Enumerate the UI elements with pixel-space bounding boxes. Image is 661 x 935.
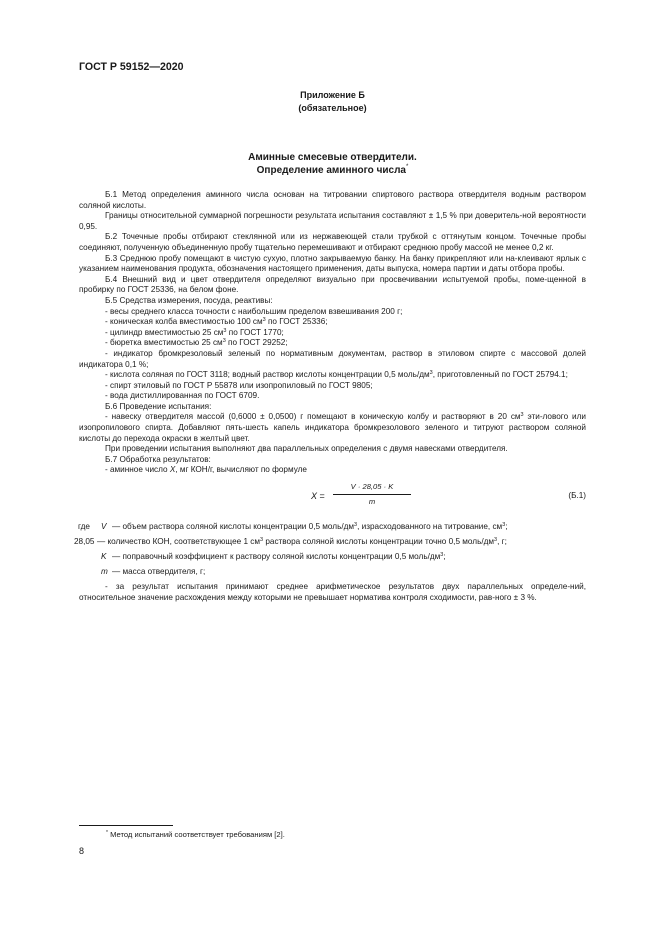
legend-intro: где <box>78 522 90 532</box>
footnote-marker: * <box>106 830 108 836</box>
formula-number: (Б.1) <box>568 491 586 501</box>
formula-legend <box>74 522 586 582</box>
legend-row <box>79 567 586 582</box>
b5-item: - коническая колба вместимостью 100 $см^3$ по ГОСТ 25336; <box>105 317 328 327</box>
section-title-text: Определение аминного числа <box>256 165 406 176</box>
footnote-divider <box>79 825 173 826</box>
annex-status: (обязательное) <box>298 103 367 113</box>
b5-item: - спирт этиловый по ГОСТ Р 55878 или изопропиловый по ГОСТ 9805; <box>105 380 373 390</box>
b5-item: - индикатор бромкрезоловый зеленый по нормативным документам, раствор в этиловом спирте с массовой долей индикатора 0,1 %; <box>79 348 586 369</box>
paragraph-b4: Б.4 Внешний вид и цвет отвердителя определяют визуально при просвечивании испытуемой пробы, поме-щенной в пробирку по ГОСТ 25336, на белом фоне. <box>79 274 586 295</box>
annex-label: Приложение Б <box>300 90 365 100</box>
b5-item: - бюретка вместимостью 25 $см^3$ по ГОСТ 29252; <box>105 338 288 348</box>
legend-row <box>79 552 586 567</box>
legend-row <box>79 522 586 537</box>
paragraph-b1: Б.1 Метод определения аминного числа основан на титровании спиртового раствора отвердителя водным раствором соляной кислоты. <box>79 190 586 210</box>
legend-text: — масса отвердителя, г; <box>112 567 206 577</box>
footnote-marker: * <box>406 164 409 170</box>
document-body <box>74 190 586 603</box>
legend-text: — поправочный коэффициент к раствору соляной кислоты концентрации 0,5 моль/$дм^3$; <box>112 552 446 562</box>
paragraph-b5-heading: Б.5 Средства измерения, посуда, реактивы: <box>105 295 273 305</box>
footnote-text: Метод испытаний соответствует требованиям [2]. <box>110 830 285 839</box>
legend-symbol: K <box>101 552 107 562</box>
b7-item: - аминное число X, мг КОН/г, вычисляют по формуле <box>105 465 307 475</box>
section-title-line2 <box>79 165 586 176</box>
legend-symbol: 28,05 <box>74 537 95 547</box>
paragraph-parallel: При проведении испытания выполняют два параллельных определения с двумя навесками отвердителя. <box>105 444 508 454</box>
section-title-line1: Аминные смесевые отвердители. <box>248 152 417 163</box>
paragraph-final-result: - за результат испытания принимают среднее арифметическое результатов двух параллельных определе-ний, относительное значение расхождения между которыми не превышает норматива контроля сходимости, рав-ного ± 3 %. <box>79 582 586 602</box>
paragraph-b2: Б.2 Точечные пробы отбирают стеклянной или из нержавеющей стали трубкой с оттянутым концом. Точечные пробы соединяют, полученную объединенную пробу тщательно перемешивают и отбирают среднюю пробу массой не менее 0,2 кг. <box>79 232 586 252</box>
paragraph-b7-heading: Б.7 Обработка результатов: <box>105 454 211 464</box>
legend-text: — объем раствора соляной кислоты концентрации 0,5 моль/$дм^3$, израсходованного на титрование, $см^3$; <box>112 522 508 532</box>
b5-item: - вода дистиллированная по ГОСТ 6709. <box>105 391 260 401</box>
b5-item: - кислота соляная по ГОСТ 3118; водный раствор кислоты концентрации 0,5 моль/$дм^3$, приготовленный по ГОСТ 25794.1; <box>105 370 568 380</box>
b6-item: - навеску отвердителя массой (0,6000 ± 0,0500) г помещают в коническую колбу и растворяют в 20 $см^3$ эти-лового или изопропилового спирта. Добавляют пять-шесть капель индикатора бромкрезолового зеленого и титруют раствором соляной кислоты до перехода окраски в желтый цвет. <box>79 412 586 443</box>
formula-numerator: V · 28,05 · K <box>333 482 411 495</box>
page-number: 8 <box>79 846 85 856</box>
legend-text: — количество КОН, соответствующее 1 $см^3$ раствора соляной кислоты концентрации точно 0,5 моль/$дм^3$, г; <box>97 537 507 547</box>
b5-item: - цилиндр вместимостью 25 $см^3$ по ГОСТ 1770; <box>105 327 284 337</box>
footnote <box>106 830 285 839</box>
formula-denominator: m <box>368 496 376 506</box>
formula-fraction <box>333 482 411 507</box>
legend-symbol: V <box>101 522 107 532</box>
formula-lhs: X = <box>311 491 325 502</box>
standard-code-header: ГОСТ Р 59152—2020 <box>79 61 184 73</box>
formula-b1 <box>79 482 586 512</box>
b5-item: - весы среднего класса точности с наибольшим пределом взвешивания 200 г; <box>105 306 403 316</box>
legend-row <box>74 537 586 552</box>
legend-symbol: m <box>101 567 108 577</box>
paragraph-error-bounds: Границы относительной суммарной погрешности результата испытания составляют ± 1,5 % при доверитель-ной вероятности 0,95. <box>79 211 586 231</box>
paragraph-b6-heading: Б.6 Проведение испытания: <box>105 401 212 411</box>
paragraph-b3: Б.3 Среднюю пробу помещают в чистую сухую, плотно закрываемую банку. На банку прикрепляют или на-клеивают ярлык с указанием наименования продукта, обозначения настоящего применения, даты выпуска, номера партии и даты отбора пробы. <box>79 253 586 274</box>
